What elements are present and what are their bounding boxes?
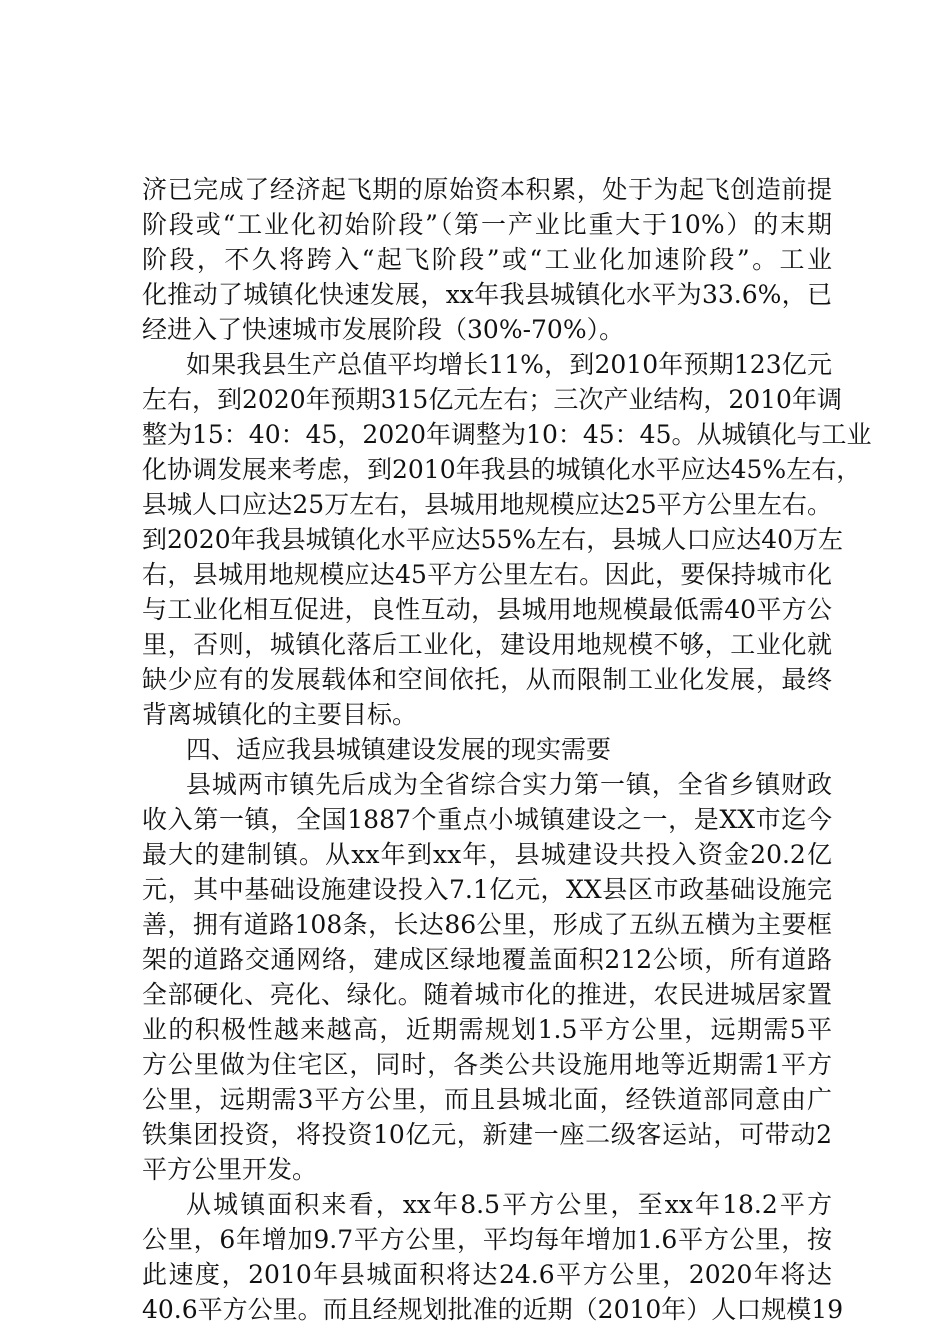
text-line: 济已完成了经济起飞期的原始资本积累，处于为起飞创造前提 [142, 175, 832, 204]
text-line: 40.6平方公里。而且经规划批准的近期（2010年）人口规模19 [142, 1295, 844, 1324]
text-line: 县城人口应达25万左右，县城用地规模应达25平方公里左右。 [142, 490, 832, 519]
text-line: 到2020年我县城镇化水平应达55%左右，县城人口应达40万左 [142, 525, 844, 554]
text-line: 公里，6年增加9.7平方公里，平均每年增加1.6平方公里，按 [142, 1225, 832, 1254]
text-line: 最大的建制镇。从xx年到xx年，县城建设共投入资金20.2亿 [142, 840, 832, 869]
text-line: 化推动了城镇化快速发展，xx年我县城镇化水平为33.6%，已 [142, 280, 832, 309]
text-line: 铁集团投资，将投资10亿元，新建一座二级客运站，可带动2 [142, 1120, 832, 1149]
text-line: 里，否则，城镇化落后工业化，建设用地规模不够，工业化就 [142, 630, 832, 659]
section-heading: 四、适应我县城镇建设发展的现实需要 [186, 735, 612, 764]
text-line: 阶段或“工业化初始阶段”（第一产业比重大于10%）的末期 [142, 210, 832, 239]
text-line: 右，县城用地规模应达45平方公里左右。因此，要保持城市化 [142, 560, 832, 589]
text-line: 背离城镇化的主要目标。 [142, 700, 418, 729]
text-line: 架的道路交通网络，建成区绿地覆盖面积212公顷，所有道路 [142, 945, 832, 974]
paragraph-2 [142, 347, 872, 732]
text-line: 收入第一镇，全国1887个重点小城镇建设之一，是XX市迄今 [142, 805, 832, 834]
text-line: 从城镇面积来看，xx年8.5平方公里，至xx年18.2平方 [186, 1190, 832, 1219]
text-line: 与工业化相互促进，良性互动，县城用地规模最低需40平方公 [142, 595, 832, 624]
text-line: 平方公里开发。 [142, 1155, 318, 1184]
text-line: 阶段，不久将跨入“起飞阶段”或“工业化加速阶段”。工业 [142, 245, 832, 274]
text-line: 如果我县生产总值平均增长11%，到2010年预期123亿元 [186, 350, 832, 379]
text-line: 化协调发展来考虑，到2010年我县的城镇化水平应达45%左右， [142, 455, 862, 484]
document-body [142, 172, 872, 1327]
text-line: 此速度，2010年县城面积将达24.6平方公里，2020年将达 [142, 1260, 832, 1289]
paragraph-4 [142, 1187, 844, 1327]
text-line: 善，拥有道路108条，长达86公里，形成了五纵五横为主要框 [142, 910, 832, 939]
text-line: 全部硬化、亮化、绿化。随着城市化的推进，农民进城居家置 [142, 980, 832, 1009]
text-line: 元，其中基础设施建设投入7.1亿元，XX县区市政基础设施完 [142, 875, 832, 904]
text-line: 整为15：40：45，2020年调整为10：45：45。从城镇化与工业 [142, 420, 872, 449]
text-line: 方公里做为住宅区，同时，各类公共设施用地等近期需1平方 [142, 1050, 832, 1079]
text-line: 业的积极性越来越高，近期需规划1.5平方公里，远期需5平 [142, 1015, 832, 1044]
text-line: 公里，远期需3平方公里，而且县城北面，经铁道部同意由广 [142, 1085, 832, 1114]
paragraph-1 [142, 172, 832, 347]
text-line: 县城两市镇先后成为全省综合实力第一镇，全省乡镇财政 [186, 770, 832, 799]
text-line: 缺少应有的发展载体和空间依托，从而限制工业化发展，最终 [142, 665, 832, 694]
paragraph-3 [142, 767, 832, 1187]
text-line: 左右，到2020年预期315亿元左右；三次产业结构，2010年调 [142, 385, 842, 414]
text-line: 经进入了快速城市发展阶段（30%-70%）。 [142, 315, 625, 344]
